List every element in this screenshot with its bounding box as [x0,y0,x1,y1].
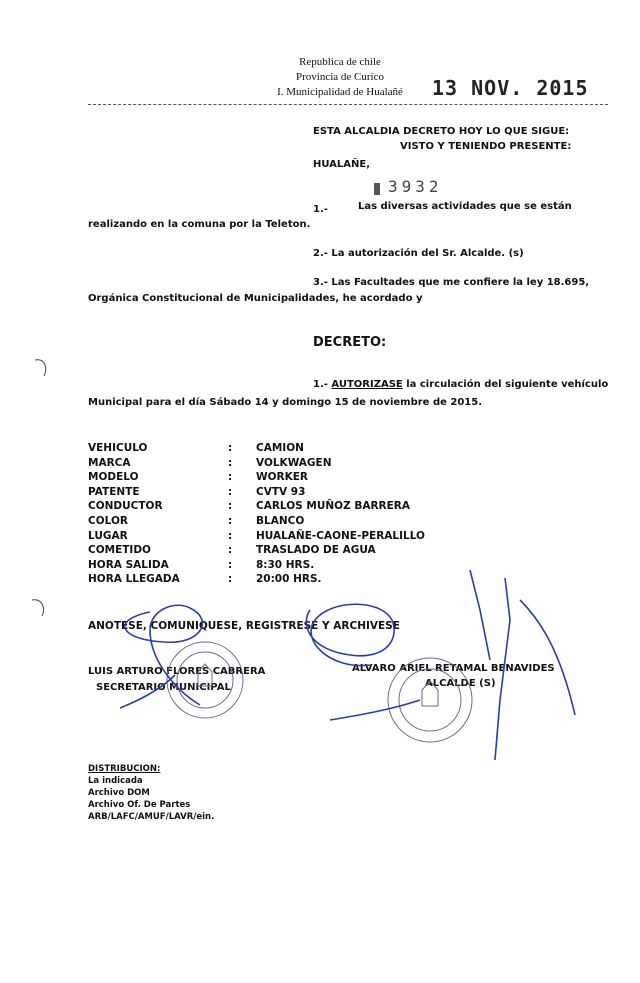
vehicle-value: VOLKWAGEN [256,456,332,469]
closing-line: ANOTESE, COMUNIQUESE, REGISTRESE Y ARCHIVESE [88,620,400,632]
vehicle-key: HORA LLEGADA [88,573,180,586]
vehicle-value: 8:30 HRS. [256,558,315,571]
distribution-item: Archivo DOM [88,788,150,798]
letterhead-province: Provincia de Curico [296,71,384,83]
vehicle-colon: : [228,500,233,513]
mayor-title: ALCALDE (S) [425,678,496,689]
consideration-1-text-a: Las diversas actividades que se están [358,201,572,212]
handwritten-signature-right [306,570,575,760]
distribution-item: La indicada [88,776,143,786]
decree-number-stamp: 3932 [388,177,443,196]
distribution-item: Archivo Of. De Partes [88,800,191,810]
consideration-1-line-b: realizando en la comuna por la Teleton. [88,219,311,230]
consideration-3-line-b: Orgánica Constitucional de Municipalidades, he acordado y [88,293,423,304]
intro-place: HUALAÑE, [313,159,371,170]
mayor-seal [388,658,472,742]
date-stamp: 13 NOV. 2015 [432,76,589,100]
vehicle-key: HORA SALIDA [88,558,169,571]
vehicle-colon: : [228,456,233,469]
distribution-item: ARB/LAFC/AMUF/LAVR/ein. [88,812,215,822]
consideration-3-line-a: 3.- Las Facultades que me confiere la ley 18.695, [313,277,590,288]
vehicle-colon: : [228,558,233,571]
vehicle-value: CVTV 93 [256,485,306,498]
vehicle-value: BLANCO [256,514,305,527]
mayor-name: ALVARO ARIEL RETAMAL BENAVIDES [352,663,555,674]
secretary-name: LUIS ARTURO FLORES CABRERA [88,666,266,677]
vehicle-value: HUALAÑE-CAONE-PERALILLO [256,529,425,542]
vehicle-colon: : [228,573,233,586]
vehicle-key: LUGAR [88,529,128,542]
vehicle-colon: : [228,529,233,542]
vehicle-colon: : [228,485,233,498]
consideration-1-number: 1.- [313,204,328,215]
vehicle-key: MODELO [88,471,139,484]
consideration-2: 2.- La autorización del Sr. Alcalde. (s) [313,248,524,259]
vehicle-value: CARLOS MUÑOZ BARRERA [256,500,411,513]
vehicle-key: MARCA [88,456,131,469]
intro-line-1: ESTA ALCALDIA DECRETO HOY LO QUE SIGUE: [313,126,570,137]
vehicle-key: VEHICULO [88,442,148,454]
vehicle-colon: : [228,471,233,484]
letterhead-municipality: I. Municipalidad de Hualañé [277,86,403,98]
vehicle-key: CONDUCTOR [88,500,163,513]
distribution-block [88,763,214,823]
decree-authorize-word: AUTORIZASE [331,379,403,390]
decree-heading: DECRETO: [313,335,387,350]
vehicle-value: CAMION [256,442,304,454]
decree-line-1-rest: la circulación del siguiente vehículo [402,379,609,390]
vehicle-colon: : [228,442,233,454]
vehicle-key: COLOR [88,514,128,527]
vehicle-key: COMETIDO [88,544,151,557]
vehicle-key: PATENTE [88,485,140,498]
decree-line-2: Municipal para el día Sábado 14 y domingo 15 de noviembre de 2015. [88,397,482,408]
letterhead-country: Republica de chile [299,56,381,68]
secretary-title: SECRETARIO MUNICIPAL [96,682,231,693]
vehicle-value: TRASLADO DE AGUA [256,544,376,557]
vehicle-value: WORKER [256,471,308,484]
intro-line-2: VISTO Y TENIENDO PRESENTE: [400,141,572,152]
decree-item-number: 1.- [313,379,328,390]
vehicle-colon: : [228,544,233,557]
distribution-heading: DISTRIBUCION: [88,764,161,774]
vehicle-value: 20:00 HRS. [256,573,322,586]
secretary-seal [167,642,243,718]
pen-marks [32,360,46,616]
vehicle-colon: : [228,514,233,527]
